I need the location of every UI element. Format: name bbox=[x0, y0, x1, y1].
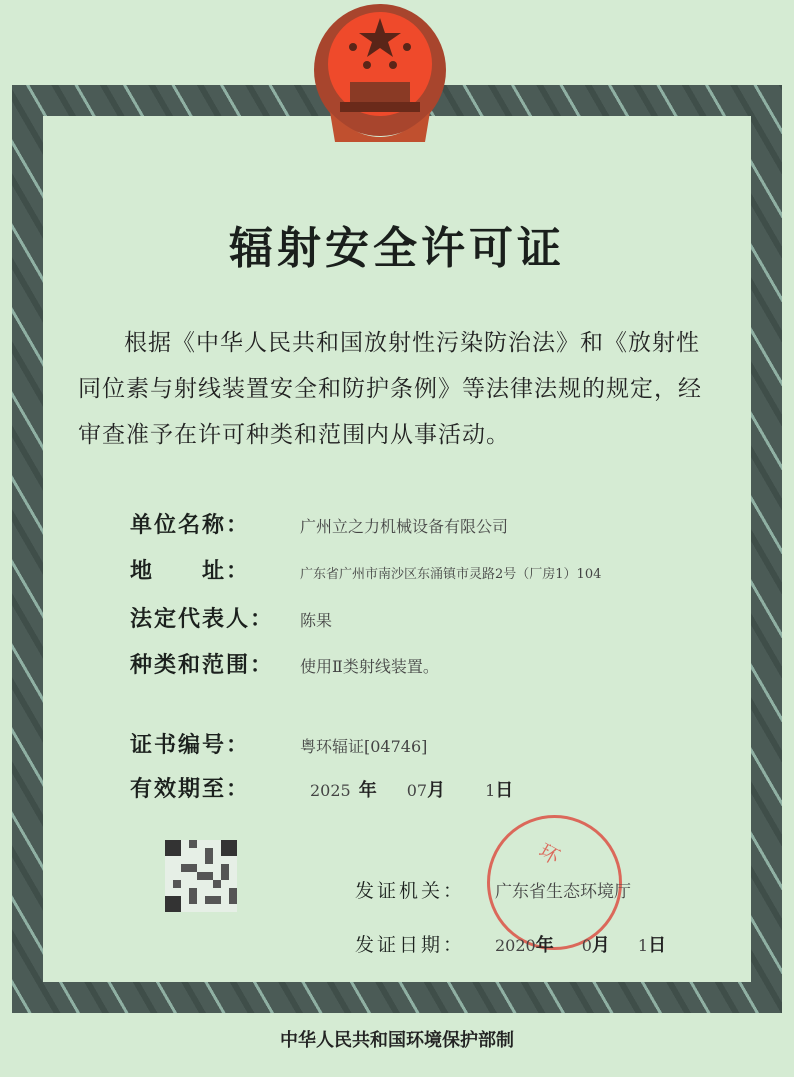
issue-year: 2020 bbox=[495, 936, 536, 955]
month-unit: 月 bbox=[591, 935, 610, 956]
field-label: 法定代表人： bbox=[130, 606, 275, 632]
day-unit: 日 bbox=[495, 780, 514, 801]
field-value: 陈果 bbox=[300, 611, 333, 630]
field-value: 使用Ⅱ类射线装置。 bbox=[300, 657, 439, 676]
validity-month: 07 bbox=[406, 781, 428, 800]
field-label: 有效期至： bbox=[130, 776, 251, 802]
field-validity bbox=[130, 772, 513, 803]
validity-year: 2025 bbox=[310, 781, 351, 800]
field-label: 单位名称： bbox=[130, 512, 251, 538]
field-certificate-number bbox=[130, 728, 427, 759]
issuer-value: 广东省生态环境厅 bbox=[495, 882, 631, 902]
issuer-footer: 中华人民共和国环境保护部制 bbox=[280, 1030, 514, 1051]
issue-date bbox=[355, 930, 666, 957]
field-address bbox=[130, 554, 601, 585]
field-legal-representative bbox=[130, 602, 332, 633]
issuing-authority bbox=[355, 876, 631, 903]
field-value: 广东省广州市南沙区东涌镇市灵路2号（厂房1）104 bbox=[300, 567, 602, 582]
issue-month: 0 bbox=[581, 936, 592, 955]
month-unit: 月 bbox=[427, 780, 446, 801]
year-unit: 年 bbox=[358, 780, 377, 801]
issuer-label: 发证机关： bbox=[355, 880, 466, 902]
field-value: 粤环辐证[04746] bbox=[300, 737, 428, 756]
validity-day: 1 bbox=[485, 781, 496, 800]
field-label: 种类和范围： bbox=[130, 652, 275, 678]
year-unit: 年 bbox=[535, 935, 554, 956]
intro-paragraph: 根据《中华人民共和国放射性污染防治法》和《放射性同位素与射线装置安全和防护条例》等法律法规的规定，经审查准予在许可种类和范围内从事活动。 bbox=[78, 330, 702, 448]
field-value: 广州立之力机械设备有限公司 bbox=[300, 517, 509, 536]
field-label: 地 址： bbox=[130, 558, 251, 584]
certificate-title: 辐射安全许可证 bbox=[229, 223, 565, 274]
national-emblem-icon bbox=[310, 2, 450, 150]
qr-code bbox=[165, 840, 237, 912]
issue-date-label: 发证日期： bbox=[355, 934, 466, 956]
issue-day: 1 bbox=[637, 936, 649, 955]
field-scope bbox=[130, 648, 439, 679]
seal-text: 环 bbox=[534, 838, 564, 870]
day-unit: 日 bbox=[648, 935, 667, 956]
field-company bbox=[130, 508, 508, 539]
field-label: 证书编号： bbox=[130, 732, 251, 758]
